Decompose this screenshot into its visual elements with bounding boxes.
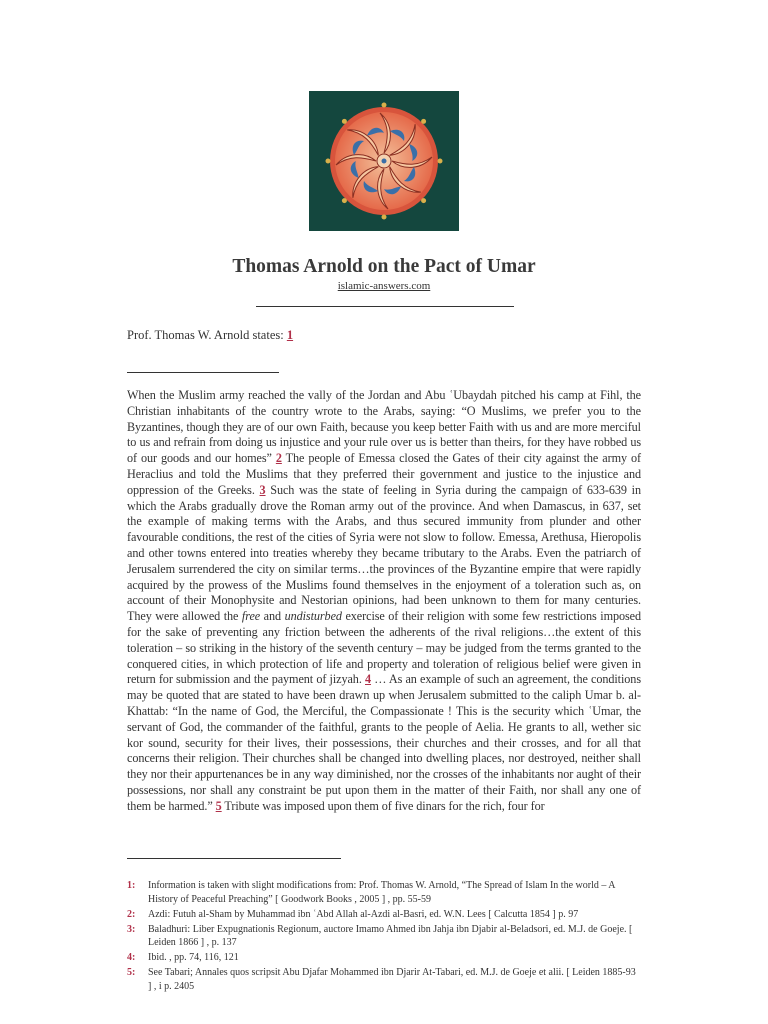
footnote-number[interactable]: 1: <box>127 880 136 891</box>
footnotes <box>127 879 641 995</box>
footnote-number[interactable]: 4: <box>127 952 136 963</box>
footnote-link-3[interactable]: 3 <box>259 482 266 497</box>
footnote-item <box>127 951 641 965</box>
footnote-number[interactable]: 3: <box>127 923 136 935</box>
body-text-part: Such was the state of feeling in Syria during the campaign of 633-639 in which the Arabs gradually drove the Roman army out of the province. And when Damascus, in 637, set the example of making terms with the Arabs, and thus secured immunity from plunder and other favourable conditions, the rest of the cities of Syria were not slow to follow. Emessa, Arethusa, Hieropolis and other towns entered into treaties whereby they became tributary to the Arabs. Even the patriarch of Jerusalem surrendered the city on similar terms…the provinces of the Byzantine empire that were rapidly acquired by the prowess of the Muslims found themselves in the enjoyment of a toleration such as, on account of their Monophysite and Nestorian opinions, had been unknown to them for many centuries. They were allowed the <box>127 482 641 624</box>
body-text-part: When the Muslim army reached the vally of the Jordan and Abu ʿUbaydah pitched his camp at Fihl, the Christian inhabitants of the country wrote to the Arabs, saying: “O Muslims, we prefer you to the Byzantines, though they are of our own Faith, because you keep better Faith with us and are more merciful to us and refrain from doing us injustice and your rule over us is better than theirs, for they have robbed us of our goods and our homes” <box>127 388 641 466</box>
footnote-item <box>127 966 641 993</box>
footnote-divider <box>127 858 341 859</box>
footnote-text: Ibid. , pp. 74, 116, 121 <box>148 952 239 963</box>
section-divider <box>127 372 279 373</box>
title-divider <box>256 306 514 307</box>
footnote-text: Azdi: Futuh al-Sham by Muhammad ibn ʿAbd Allah al-Azdi al-Basri, ed. W.N. Lees [ Calcutta 1854 ] p. 97 <box>148 908 579 920</box>
footnote-text: See Tabari; Annales quos scripsit Abu Djafar Mohammed ibn Djarir At-Tabari, ed. M.J. de Goeje et alii. [ Leiden 1885-93 ] , i p. 2405 <box>148 967 636 992</box>
intro-line <box>127 328 293 343</box>
footnote-link-1[interactable]: 1 <box>286 328 294 342</box>
footnote-link-2[interactable]: 2 <box>275 451 282 466</box>
site-link[interactable]: islamic-answers.com <box>337 280 431 292</box>
body-text-part: The people of Emessa closed the Gates of their city against the army of Heraclius and told the Muslims that they preferred their government and justice to the injustice and oppression of the Greeks. <box>127 451 641 497</box>
body-text-part: Tribute was imposed upon them of five dinars for the rich, four for <box>221 798 545 813</box>
body-text-part: … As an example of such an agreement, the conditions may be quoted that are stated to have been drawn up when Jerusalem submitted to the caliph Umar b. al-Khattab: “In the name of God, the Merciful, the Compassionate ! This is the security which ʿUmar, the servant of God, the commander of the faithful, grants to the people of Aelia. He grants to all, wether sic kor sound, security for their lives, their possessions, their churches and their crosses, and for all that concerns their religion. Their churches shall be changed into dwelling places, nor destroyed, neither shall they nor their appurtenances be in any way diminished, nor the crosses of the inhabitants nor aught of their possessions, nor shall any constraint be put upon them in the matter of their Faith, nor shall any one of them be harmed.” <box>127 672 641 813</box>
footnote-text: Information is taken with slight modifications from: Prof. Thomas W. Arnold, “The Spread of Islam In the world – A History of Peaceful Preaching” [ Goodwork Books , 2005 ] , pp. 55-59 <box>148 880 615 905</box>
footnote-item <box>127 908 641 922</box>
emphasis-free: free <box>241 609 261 624</box>
footnote-text: Baladhuri: Liber Expugnationis Regionum, auctore Imamo Ahmed ibn Jahja ibn Djabir al-Beladsori, ed. M.J. de Goeje. [ Leiden 1866 ] , p. 137 <box>148 923 633 948</box>
emphasis-undisturbed: undisturbed <box>284 609 342 624</box>
intro-text: Prof. Thomas W. Arnold states: <box>127 328 287 342</box>
quote-paragraph <box>127 388 641 815</box>
rosette-ornament-icon <box>309 91 459 231</box>
footnote-number[interactable]: 5: <box>127 967 136 978</box>
footnote-link-4[interactable]: 4 <box>365 672 372 687</box>
page-title: Thomas Arnold on the Pact of Umar <box>232 256 536 277</box>
body-text-part: exercise of their religion with some few restrictions imposed for the sake of preventing any friction between the adherents of the rival religions…the extent of this toleration – so striking in the history of the seventh century – may be judged from the terms granted to the conquered cities, in which protection of life and property and toleration of religious belief were given in return for submission and the payment of jizyah. <box>127 609 641 687</box>
footnote-number[interactable]: 2: <box>127 908 136 920</box>
footnote-link-5[interactable]: 5 <box>215 798 222 813</box>
footnote-item <box>127 923 641 950</box>
body-text-part: and <box>260 609 285 624</box>
footnote-item <box>127 879 641 906</box>
